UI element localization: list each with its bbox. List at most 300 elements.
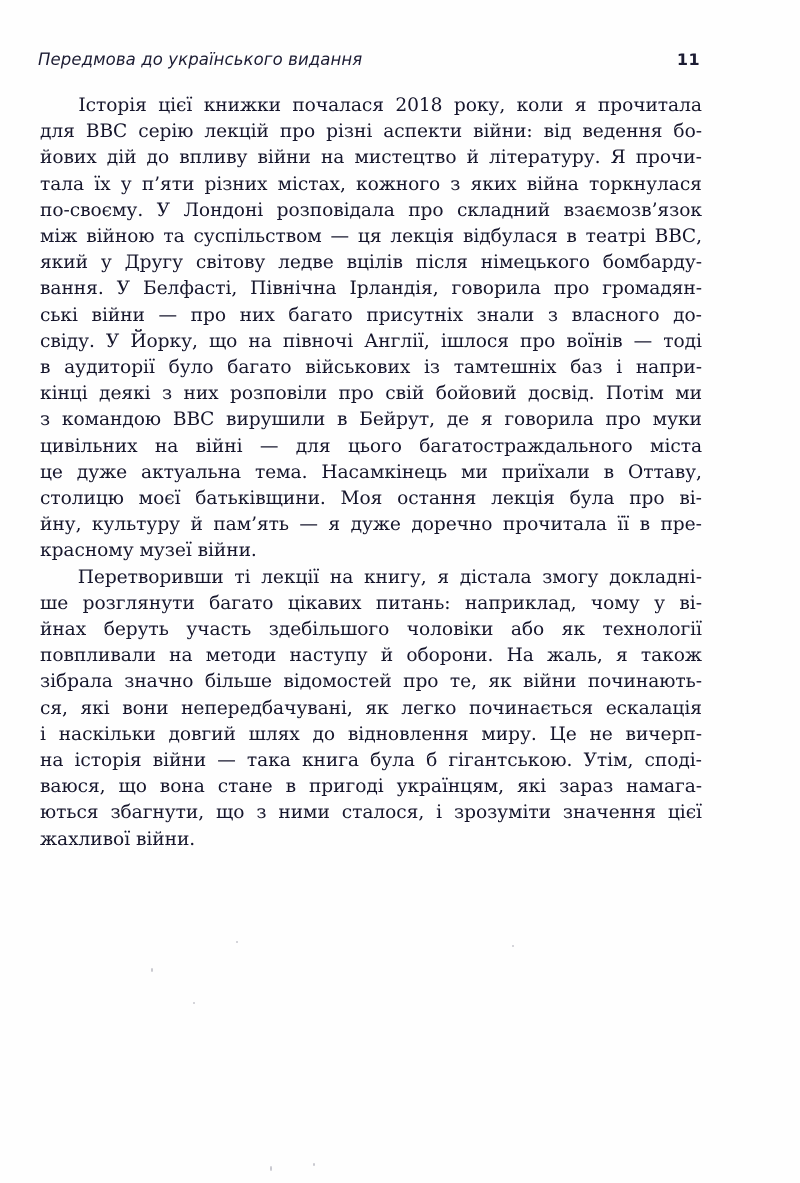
text-word: те, — [449, 671, 477, 693]
text-word: значно — [124, 671, 194, 693]
text-word: участь — [186, 619, 252, 641]
text-word: свій — [385, 383, 425, 405]
text-word: — — [259, 435, 279, 457]
text-word: й — [190, 514, 203, 536]
text-word: книжки — [203, 95, 281, 116]
text-word: Ірландія, — [349, 278, 439, 300]
text-word: бойовий — [435, 383, 517, 405]
text-word: йових — [40, 147, 97, 169]
text-word: для — [40, 121, 75, 143]
text-word: лекція — [491, 488, 555, 510]
text-word: багато — [209, 592, 274, 614]
text-word: непередбачувані, — [181, 697, 353, 719]
text-word: війни: — [473, 121, 533, 143]
text-word: тамтешніх — [453, 357, 557, 379]
text-word: чому — [590, 592, 640, 614]
text-word: я — [437, 566, 450, 588]
text-word: довгий — [168, 723, 236, 745]
text-word: їх — [94, 173, 111, 195]
text-word: багато — [288, 304, 353, 326]
text-word: і — [40, 723, 46, 745]
text-word: року, — [453, 95, 506, 116]
text-word: не — [589, 723, 613, 745]
text-line: жахливої війни. — [40, 828, 196, 850]
text-word: була — [370, 750, 415, 772]
scan-speckle — [512, 945, 514, 947]
text-word: аспекти — [383, 121, 463, 143]
text-line — [40, 669, 702, 695]
text-word: що — [208, 330, 238, 352]
text-word: змогу — [542, 566, 599, 588]
text-word: актуальна — [141, 461, 242, 483]
text-line: красному музеї війни. — [40, 540, 257, 562]
text-word: починається — [468, 697, 594, 719]
text-word: говорила — [504, 409, 594, 431]
text-word: з — [161, 383, 173, 405]
text-word: про — [629, 488, 665, 510]
text-word: — — [299, 514, 318, 536]
text-word: про — [408, 199, 444, 221]
text-word: сталося, — [341, 802, 425, 824]
text-word: ті — [234, 566, 251, 588]
text-word: до — [312, 723, 336, 745]
text-word: на — [169, 645, 193, 667]
text-word: гігантською. — [448, 750, 573, 772]
text-word: літературу. — [489, 147, 601, 169]
text-word: Потім — [605, 383, 664, 405]
text-word: лекцій — [204, 121, 269, 143]
scan-speckle — [151, 968, 153, 972]
text-word: з — [547, 304, 558, 326]
text-word: зрозуміти — [454, 802, 551, 824]
text-word: кожного — [356, 173, 441, 195]
text-word: ми — [675, 383, 702, 405]
text-word: в — [337, 409, 348, 431]
text-word: йнах — [40, 619, 87, 641]
text-word: наскільки — [58, 723, 156, 745]
text-word: вона — [159, 776, 205, 798]
text-word: вання. — [40, 278, 104, 300]
text-word: на — [248, 330, 272, 352]
text-word: повпливали — [40, 645, 156, 667]
text-line — [40, 355, 702, 381]
text-word: них — [239, 304, 275, 326]
text-word: на — [329, 566, 354, 588]
text-word: для — [295, 435, 331, 457]
scan-speckle — [193, 1002, 195, 1004]
text-word: пам’ять — [213, 514, 289, 536]
text-word: починають- — [587, 671, 702, 693]
text-word: я — [328, 514, 341, 536]
text-word: батьківщини. — [195, 488, 326, 510]
text-word: власного — [571, 304, 660, 326]
text-word: дуже — [350, 514, 401, 536]
text-word: ледве — [278, 252, 334, 274]
text-word: кінці — [40, 383, 88, 405]
text-line — [40, 329, 702, 355]
text-word: це — [40, 461, 63, 483]
text-word: доречно — [411, 514, 493, 536]
text-word: українцям, — [396, 776, 505, 798]
text-word: цікавих — [287, 592, 362, 614]
text-word: ваюся, — [40, 776, 106, 798]
text-word: у — [654, 592, 665, 614]
text-word: міста — [650, 435, 702, 457]
text-word: історія — [74, 750, 142, 772]
text-word: ВВС — [85, 121, 128, 143]
text-word: також — [640, 645, 702, 667]
text-word: На — [506, 645, 534, 667]
text-word: — — [217, 750, 236, 772]
text-word: її — [617, 514, 630, 536]
text-word: розглянути — [82, 592, 195, 614]
text-word: говорила — [451, 278, 541, 300]
text-word: лекції — [261, 566, 320, 588]
text-word: п’яти — [141, 173, 195, 195]
text-word: яких — [470, 173, 517, 195]
text-word: жаль, — [546, 645, 603, 667]
text-line — [40, 774, 702, 800]
text-word: розповіли — [230, 383, 328, 405]
text-word: на — [40, 750, 64, 772]
text-line — [40, 276, 702, 302]
text-word: війні — [195, 435, 243, 457]
text-line — [40, 198, 702, 224]
text-word: в — [566, 226, 577, 248]
text-word: наступу — [289, 645, 368, 667]
text-word: ше — [40, 592, 69, 614]
text-word: дій — [106, 147, 137, 169]
text-line — [40, 460, 702, 486]
text-word: тоді — [663, 330, 702, 352]
text-word: вцілів — [346, 252, 403, 274]
text-word: на — [320, 147, 345, 169]
scan-speckle — [270, 1166, 272, 1171]
text-word: бомбарду- — [602, 252, 702, 274]
text-word: в — [285, 776, 297, 798]
text-word: культуру — [91, 514, 181, 536]
text-word: ВВС, — [654, 226, 702, 248]
running-head-title: Передмова до українського видання — [38, 50, 363, 69]
text-word: до- — [673, 304, 702, 326]
text-word: воїнів — [566, 330, 623, 352]
text-word: більше — [204, 671, 272, 693]
text-word: моєї — [138, 488, 181, 510]
text-word: театрі — [585, 226, 646, 248]
text-word: про — [190, 304, 227, 326]
text-word: ські — [40, 304, 78, 326]
text-word: йну, — [40, 514, 82, 536]
text-word: ця — [357, 226, 382, 248]
text-word: Англії, — [364, 330, 430, 352]
paragraph-2 — [40, 565, 702, 853]
text-word: як — [561, 619, 585, 641]
text-word: була — [569, 488, 615, 510]
text-word: знали — [476, 304, 535, 326]
text-word: багато — [227, 357, 292, 379]
text-word: Утім, — [583, 750, 634, 772]
text-line — [40, 407, 702, 433]
text-word: відомостей — [283, 671, 392, 693]
text-word: з — [450, 173, 461, 195]
text-word: цього — [347, 435, 402, 457]
text-word: після — [415, 252, 468, 274]
text-word: було — [168, 357, 214, 379]
text-line — [40, 617, 702, 643]
text-word: У — [116, 278, 131, 300]
text-line — [40, 591, 702, 617]
text-word: Белфасті, — [142, 278, 238, 300]
text-word: війною — [86, 226, 155, 248]
text-word: й — [380, 645, 394, 667]
text-word: прочитала — [597, 95, 702, 116]
text-word: книга — [301, 750, 359, 772]
text-word: — — [158, 304, 178, 326]
text-word: я — [480, 409, 493, 431]
text-word: тала — [40, 173, 85, 195]
text-word: досвід. — [528, 383, 595, 405]
text-word: зараз — [559, 776, 614, 798]
text-word: У — [156, 199, 171, 221]
text-line — [40, 250, 702, 276]
text-word: цивільних — [40, 435, 138, 457]
text-word: громадян- — [602, 278, 702, 300]
text-word: півночі — [282, 330, 354, 352]
text-word: Другу — [124, 252, 184, 274]
text-word: в — [639, 514, 650, 536]
text-word: Оттаву, — [628, 461, 702, 483]
scan-speckle — [313, 1163, 315, 1166]
text-word: беруть — [103, 619, 169, 641]
text-word: Йорку, — [130, 330, 198, 352]
text-word: Я — [610, 147, 626, 169]
text-word: я — [574, 95, 587, 116]
text-word: муки — [652, 409, 702, 431]
text-word: відбулася — [462, 226, 558, 248]
text-word: по-своєму. — [40, 199, 144, 221]
text-word: — — [633, 330, 653, 352]
text-word: у — [120, 173, 132, 195]
text-word: ведення — [582, 121, 663, 143]
text-word: Бейрут, — [359, 409, 435, 431]
paragraph-indent — [40, 93, 67, 119]
text-word: що — [216, 802, 245, 824]
text-word: ся, — [40, 697, 68, 719]
text-word: споді- — [644, 750, 702, 772]
text-line — [40, 172, 702, 198]
text-word: війни — [152, 750, 207, 772]
text-word: ВВС — [172, 409, 215, 431]
text-line — [40, 434, 702, 460]
text-word: столицю — [40, 488, 124, 510]
text-word: серію — [138, 121, 194, 143]
text-word: миру. — [481, 723, 537, 745]
text-word: тема. — [254, 461, 308, 483]
text-word: містах, — [277, 173, 346, 195]
text-word: Північна — [250, 278, 337, 300]
text-word: різних — [204, 173, 268, 195]
text-word: докладні- — [609, 566, 702, 588]
text-word: ві- — [679, 488, 702, 510]
text-word: вони — [122, 697, 169, 719]
text-word: Лондоні — [183, 199, 264, 221]
text-word: почалася — [292, 95, 384, 116]
text-line — [40, 748, 702, 774]
text-word: пригоді — [308, 776, 384, 798]
text-line — [40, 93, 702, 119]
text-word: присутніх — [366, 304, 464, 326]
text-word: і — [436, 802, 443, 824]
text-word: які — [80, 697, 110, 719]
text-word: аудиторії — [64, 357, 155, 379]
text-line — [40, 800, 702, 826]
text-word: від — [543, 121, 572, 143]
text-word: ві- — [679, 592, 702, 614]
text-word: розповідала — [276, 199, 395, 221]
text-word: впливу — [179, 147, 248, 169]
text-word: оборони. — [406, 645, 494, 667]
text-word: відновлення — [347, 723, 469, 745]
text-line — [40, 486, 702, 512]
text-word: ються — [40, 802, 99, 824]
text-word: книгу, — [363, 566, 427, 588]
text-word: в — [40, 357, 51, 379]
text-line — [40, 565, 702, 591]
text-word: Перетворивши — [77, 566, 224, 588]
text-word: в — [603, 461, 615, 483]
text-word: про — [553, 278, 590, 300]
text-word: Насамкінець — [321, 461, 448, 483]
text-word: напри- — [635, 357, 702, 379]
text-word: торкнулася — [588, 173, 702, 195]
text-word: дуже — [76, 461, 128, 483]
text-word: війни — [91, 304, 145, 326]
text-word: здебільшого — [268, 619, 390, 641]
text-word: різні — [326, 121, 373, 143]
text-word: що — [118, 776, 147, 798]
text-line — [40, 643, 702, 669]
text-line — [40, 224, 702, 250]
text-word: я — [616, 645, 628, 667]
text-line — [40, 696, 702, 722]
text-word: свіду. — [40, 330, 95, 352]
paragraph-indent — [40, 565, 67, 591]
text-word: значення — [562, 802, 656, 824]
text-word: який — [40, 252, 88, 274]
text-line — [40, 722, 702, 748]
text-word: зібрала — [40, 671, 113, 693]
text-word: у — [100, 252, 112, 274]
text-word: — — [330, 226, 350, 248]
text-word: Це — [549, 723, 577, 745]
text-word: мистецтво — [354, 147, 457, 169]
text-word: з — [40, 409, 51, 431]
paragraph-1 — [40, 93, 702, 565]
text-word: шлях — [248, 723, 300, 745]
running-head — [38, 50, 700, 74]
text-word: деякі — [99, 383, 151, 405]
text-word: 2018 — [395, 95, 443, 116]
text-word: або — [510, 619, 545, 641]
text-word: У — [105, 330, 120, 352]
text-word: про — [519, 330, 556, 352]
text-line — [40, 119, 702, 145]
text-word: збагнути, — [110, 802, 205, 824]
text-word: суспільством — [193, 226, 322, 248]
text-word: війни — [257, 147, 311, 169]
text-word: баз — [570, 357, 603, 379]
text-line — [40, 512, 702, 538]
text-word: до — [146, 147, 170, 169]
text-word: де — [446, 409, 470, 431]
text-word: ми — [461, 461, 488, 483]
text-word: методи — [205, 645, 277, 667]
page-number: 11 — [676, 50, 700, 69]
text-word: цієї — [667, 802, 702, 824]
text-word: б — [426, 750, 438, 772]
text-word: стане — [217, 776, 273, 798]
text-word: ескалація — [605, 697, 702, 719]
text-word: війни — [523, 671, 577, 693]
text-word: як — [488, 671, 512, 693]
text-word: світову — [195, 252, 266, 274]
body-text-block — [40, 93, 702, 853]
text-word: складний — [456, 199, 551, 221]
text-word: вирушили — [226, 409, 326, 431]
text-word: питань: — [375, 592, 451, 614]
text-word: які — [517, 776, 547, 798]
text-word: вичерп- — [625, 723, 702, 745]
scan-speckle — [236, 941, 238, 943]
text-word: приїхали — [501, 461, 590, 483]
text-word: багатостраждального — [419, 435, 633, 457]
text-word: німецького — [480, 252, 590, 274]
text-word: про — [403, 671, 439, 693]
text-word: між — [40, 226, 78, 248]
text-word: ішлося — [440, 330, 509, 352]
text-word: із — [423, 357, 440, 379]
text-word: з — [256, 802, 267, 824]
text-word: технології — [602, 619, 702, 641]
text-word: про — [338, 383, 374, 405]
text-word: наприклад, — [464, 592, 577, 614]
text-word: прочи- — [635, 147, 702, 169]
text-word: така — [246, 750, 291, 772]
text-word: Моя — [340, 488, 383, 510]
text-word: прочитала — [502, 514, 607, 536]
text-word: цієї — [158, 95, 193, 116]
text-word: чоловіки — [406, 619, 494, 641]
text-word: взаємозв’язок — [563, 199, 702, 221]
text-word: й — [466, 147, 479, 169]
text-word: них — [183, 383, 219, 405]
text-line — [40, 145, 702, 171]
text-word: коли — [516, 95, 564, 116]
text-word: ними — [278, 802, 330, 824]
text-word: бо- — [673, 121, 702, 143]
text-word: як — [365, 697, 389, 719]
text-word: про — [279, 121, 316, 143]
text-word: намага- — [626, 776, 702, 798]
text-word: і — [616, 357, 623, 379]
text-word: дістала — [459, 566, 532, 588]
text-word: війна — [526, 173, 579, 195]
text-word: остання — [397, 488, 477, 510]
text-word: Історія — [78, 95, 147, 116]
text-word: легко — [401, 697, 457, 719]
text-word: лекція — [390, 226, 455, 248]
text-word: про — [605, 409, 641, 431]
